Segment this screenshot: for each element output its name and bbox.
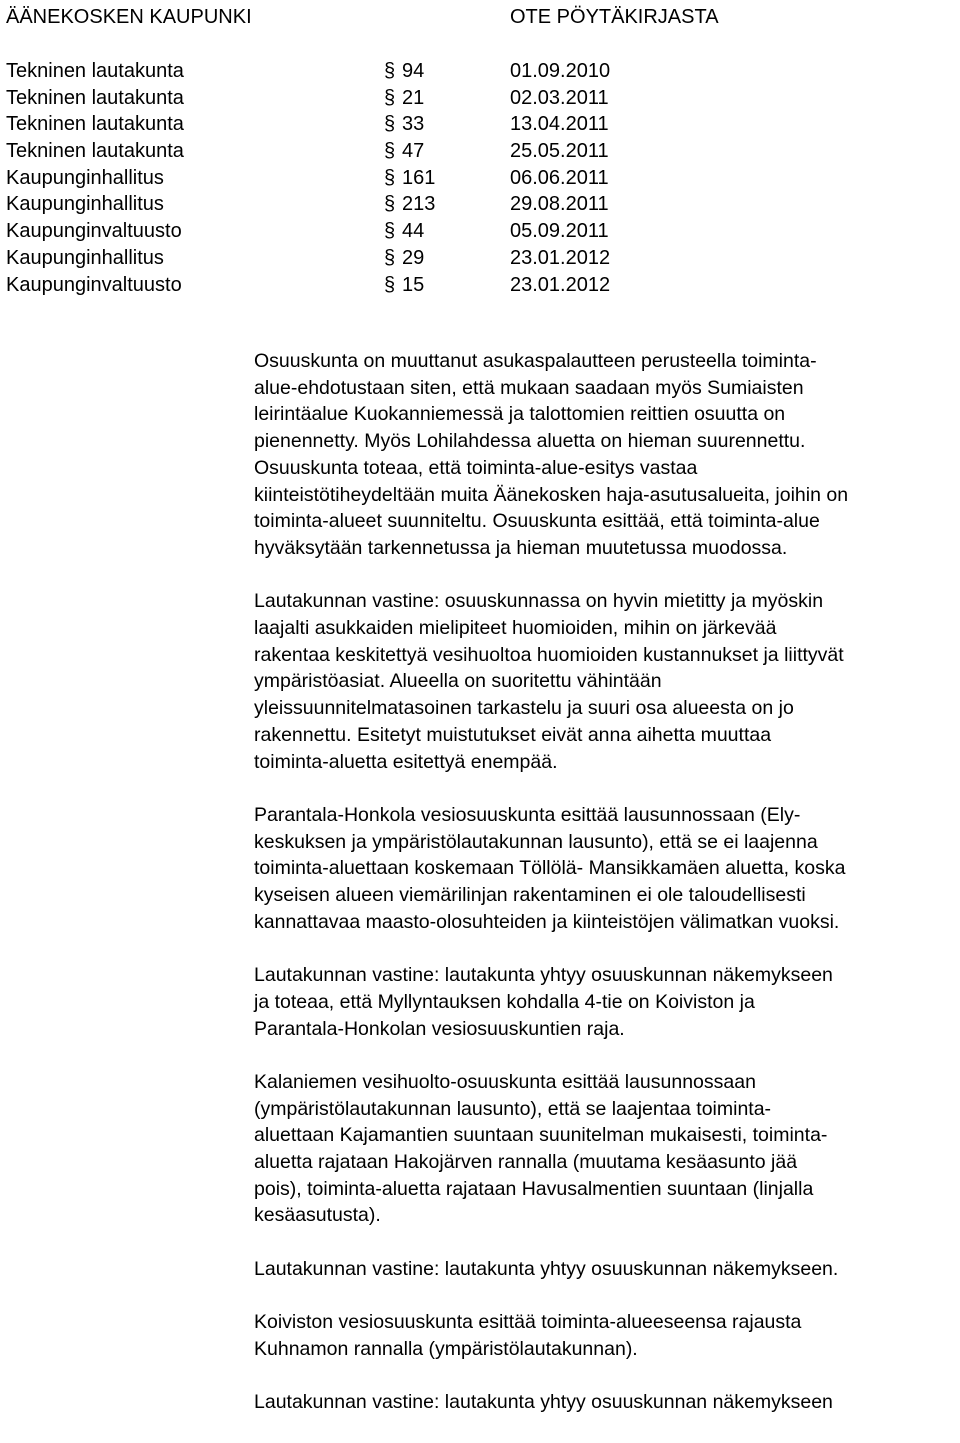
section-number: 29 (402, 246, 425, 269)
organization-name: ÄÄNEKOSKEN KAUPUNKI (6, 6, 252, 28)
paragraph-osuuskunta-statement: Osuuskunta on muuttanut asukaspalautteen perusteella toiminta- alue-ehdotustaan siten, että mukaan saadaan myös Sumiaisten leirintäalue Kuokanniemessä ja talottomien reittien osuutta on pienennetty. Myös Lohilahdessa aluetta on hieman suurennettu. Osuuskunta toteaa, että toiminta-alue-esitys vastaa kiinteistötiheydeltään muita Äänekosken haja-asutusalueita, joihin on toiminta-alueet suunniteltu. Osuuskunta esittää, että toiminta-alue hyväksytään tarkennetussa ja hieman muutetussa muodossa. (254, 350, 849, 559)
meeting-date: 29.08.2011 (510, 193, 609, 216)
section-number: 15 (402, 273, 425, 296)
meeting-date: 02.03.2011 (510, 86, 609, 109)
paragraph-board-response: Lautakunnan vastine: lautakunta yhtyy osuuskunnan näkemykseen (254, 1391, 833, 1414)
section-symbol: § (384, 86, 396, 109)
meeting-row (6, 272, 946, 299)
section-number: 94 (402, 60, 425, 82)
paragraph-board-response: Lautakunnan vastine: lautakunta yhtyy osuuskunnan näkemykseen. (254, 1257, 839, 1280)
paragraph-parantala-honkola-statement: Parantala-Honkola vesiosuuskunta esittää lausunnossaan (Ely- keskuksen ja ympäristölautakunnan lausunto), että se ei laajenna toiminta-aluettaan koskemaan Töllölä- Mansikkamäen aluetta, koska kyseisen alueen viemärilinjan rakentaminen ei ole taloudellisesti kannattavaa maasto-olosuhteiden ja kiinteistöjen välimatkan vuoksi. (254, 803, 846, 933)
section-symbol: § (384, 60, 396, 82)
meeting-date: 23.01.2012 (510, 273, 611, 296)
meeting-date: 05.09.2011 (510, 220, 609, 243)
meeting-body: Tekninen lautakunta (6, 140, 184, 163)
meeting-row (6, 58, 946, 85)
meeting-row (6, 245, 946, 272)
section-symbol: § (384, 193, 396, 216)
meeting-date: 25.05.2011 (510, 140, 609, 163)
section-symbol: § (384, 273, 396, 296)
document-body (254, 348, 960, 1443)
meeting-row (6, 111, 946, 138)
paragraph-koivisto-statement: Koiviston vesiosuuskunta esittää toiminta-alueeseensa rajausta Kuhnamon rannalla (ympäristölautakunnan). (254, 1311, 802, 1360)
document-type: OTE PÖYTÄKIRJASTA (510, 6, 719, 28)
meeting-date: 13.04.2011 (510, 113, 609, 136)
section-number: 47 (402, 140, 425, 163)
meeting-row (6, 191, 946, 218)
meeting-date: 06.06.2011 (510, 166, 609, 189)
document-header (6, 4, 946, 32)
meeting-body: Kaupunginvaltuusto (6, 273, 182, 296)
section-symbol: § (384, 246, 396, 269)
meeting-list (6, 58, 946, 298)
meeting-body: Tekninen lautakunta (6, 113, 184, 136)
meeting-body: Kaupunginhallitus (6, 193, 164, 216)
paragraph-board-response: Lautakunnan vastine: lautakunta yhtyy osuuskunnan näkemykseen ja toteaa, että Myllyntauksen kohdalla 4-tie on Koiviston ja Parantala-Honkolan vesiosuuskuntien raja. (254, 964, 833, 1040)
meeting-row (6, 165, 946, 192)
meeting-date: 23.01.2012 (510, 246, 611, 269)
paragraph-kalaniemi-statement: Kalaniemen vesihuolto-osuuskunta esittää lausunnossaan (ympäristölautakunnan lausunto), että se laajentaa toiminta- aluettaan Kajamantien suuntaan suunitelman mukaisesti, toiminta- aluetta rajataan Hakojärven rannalla (muutama kesäasunto jää pois), toiminta-aluetta rajataan Havusalmentien suuntaan (linjalla kesäasutusta). (254, 1070, 828, 1227)
paragraph-board-response: Lautakunnan vastine: osuuskunnassa on hyvin mietitty ja myöskin laajalti asukkaiden mielipiteet huomioiden, mihin on järkevää rakentaa keskitettyä vesihuoltoa huomioiden kustannukset ja liittyvät ympäristöasiat. Alueella on suoritettu vähintään yleissuunnitelmatasoinen tarkastelu ja suuri osa alueesta on jo rakennettu. Esitetyt muistutukset eivät anna aihetta muuttaa toiminta-aluetta esitettyä enempää. (254, 590, 844, 773)
section-number: 21 (402, 86, 425, 109)
meeting-row (6, 218, 946, 245)
meeting-row (6, 85, 946, 112)
section-symbol: § (384, 113, 396, 136)
section-number: 161 (402, 166, 436, 189)
meeting-body: Kaupunginvaltuusto (6, 220, 182, 243)
meeting-body: Tekninen lautakunta (6, 60, 184, 82)
meeting-body: Kaupunginhallitus (6, 166, 164, 189)
meeting-row (6, 138, 946, 165)
section-number: 44 (402, 220, 425, 243)
section-symbol: § (384, 140, 396, 163)
section-number: 213 (402, 193, 436, 216)
meeting-body: Kaupunginhallitus (6, 246, 164, 269)
meeting-body: Tekninen lautakunta (6, 86, 184, 109)
section-number: 33 (402, 113, 425, 136)
section-symbol: § (384, 220, 396, 243)
section-symbol: § (384, 166, 396, 189)
meeting-date: 01.09.2010 (510, 60, 611, 82)
